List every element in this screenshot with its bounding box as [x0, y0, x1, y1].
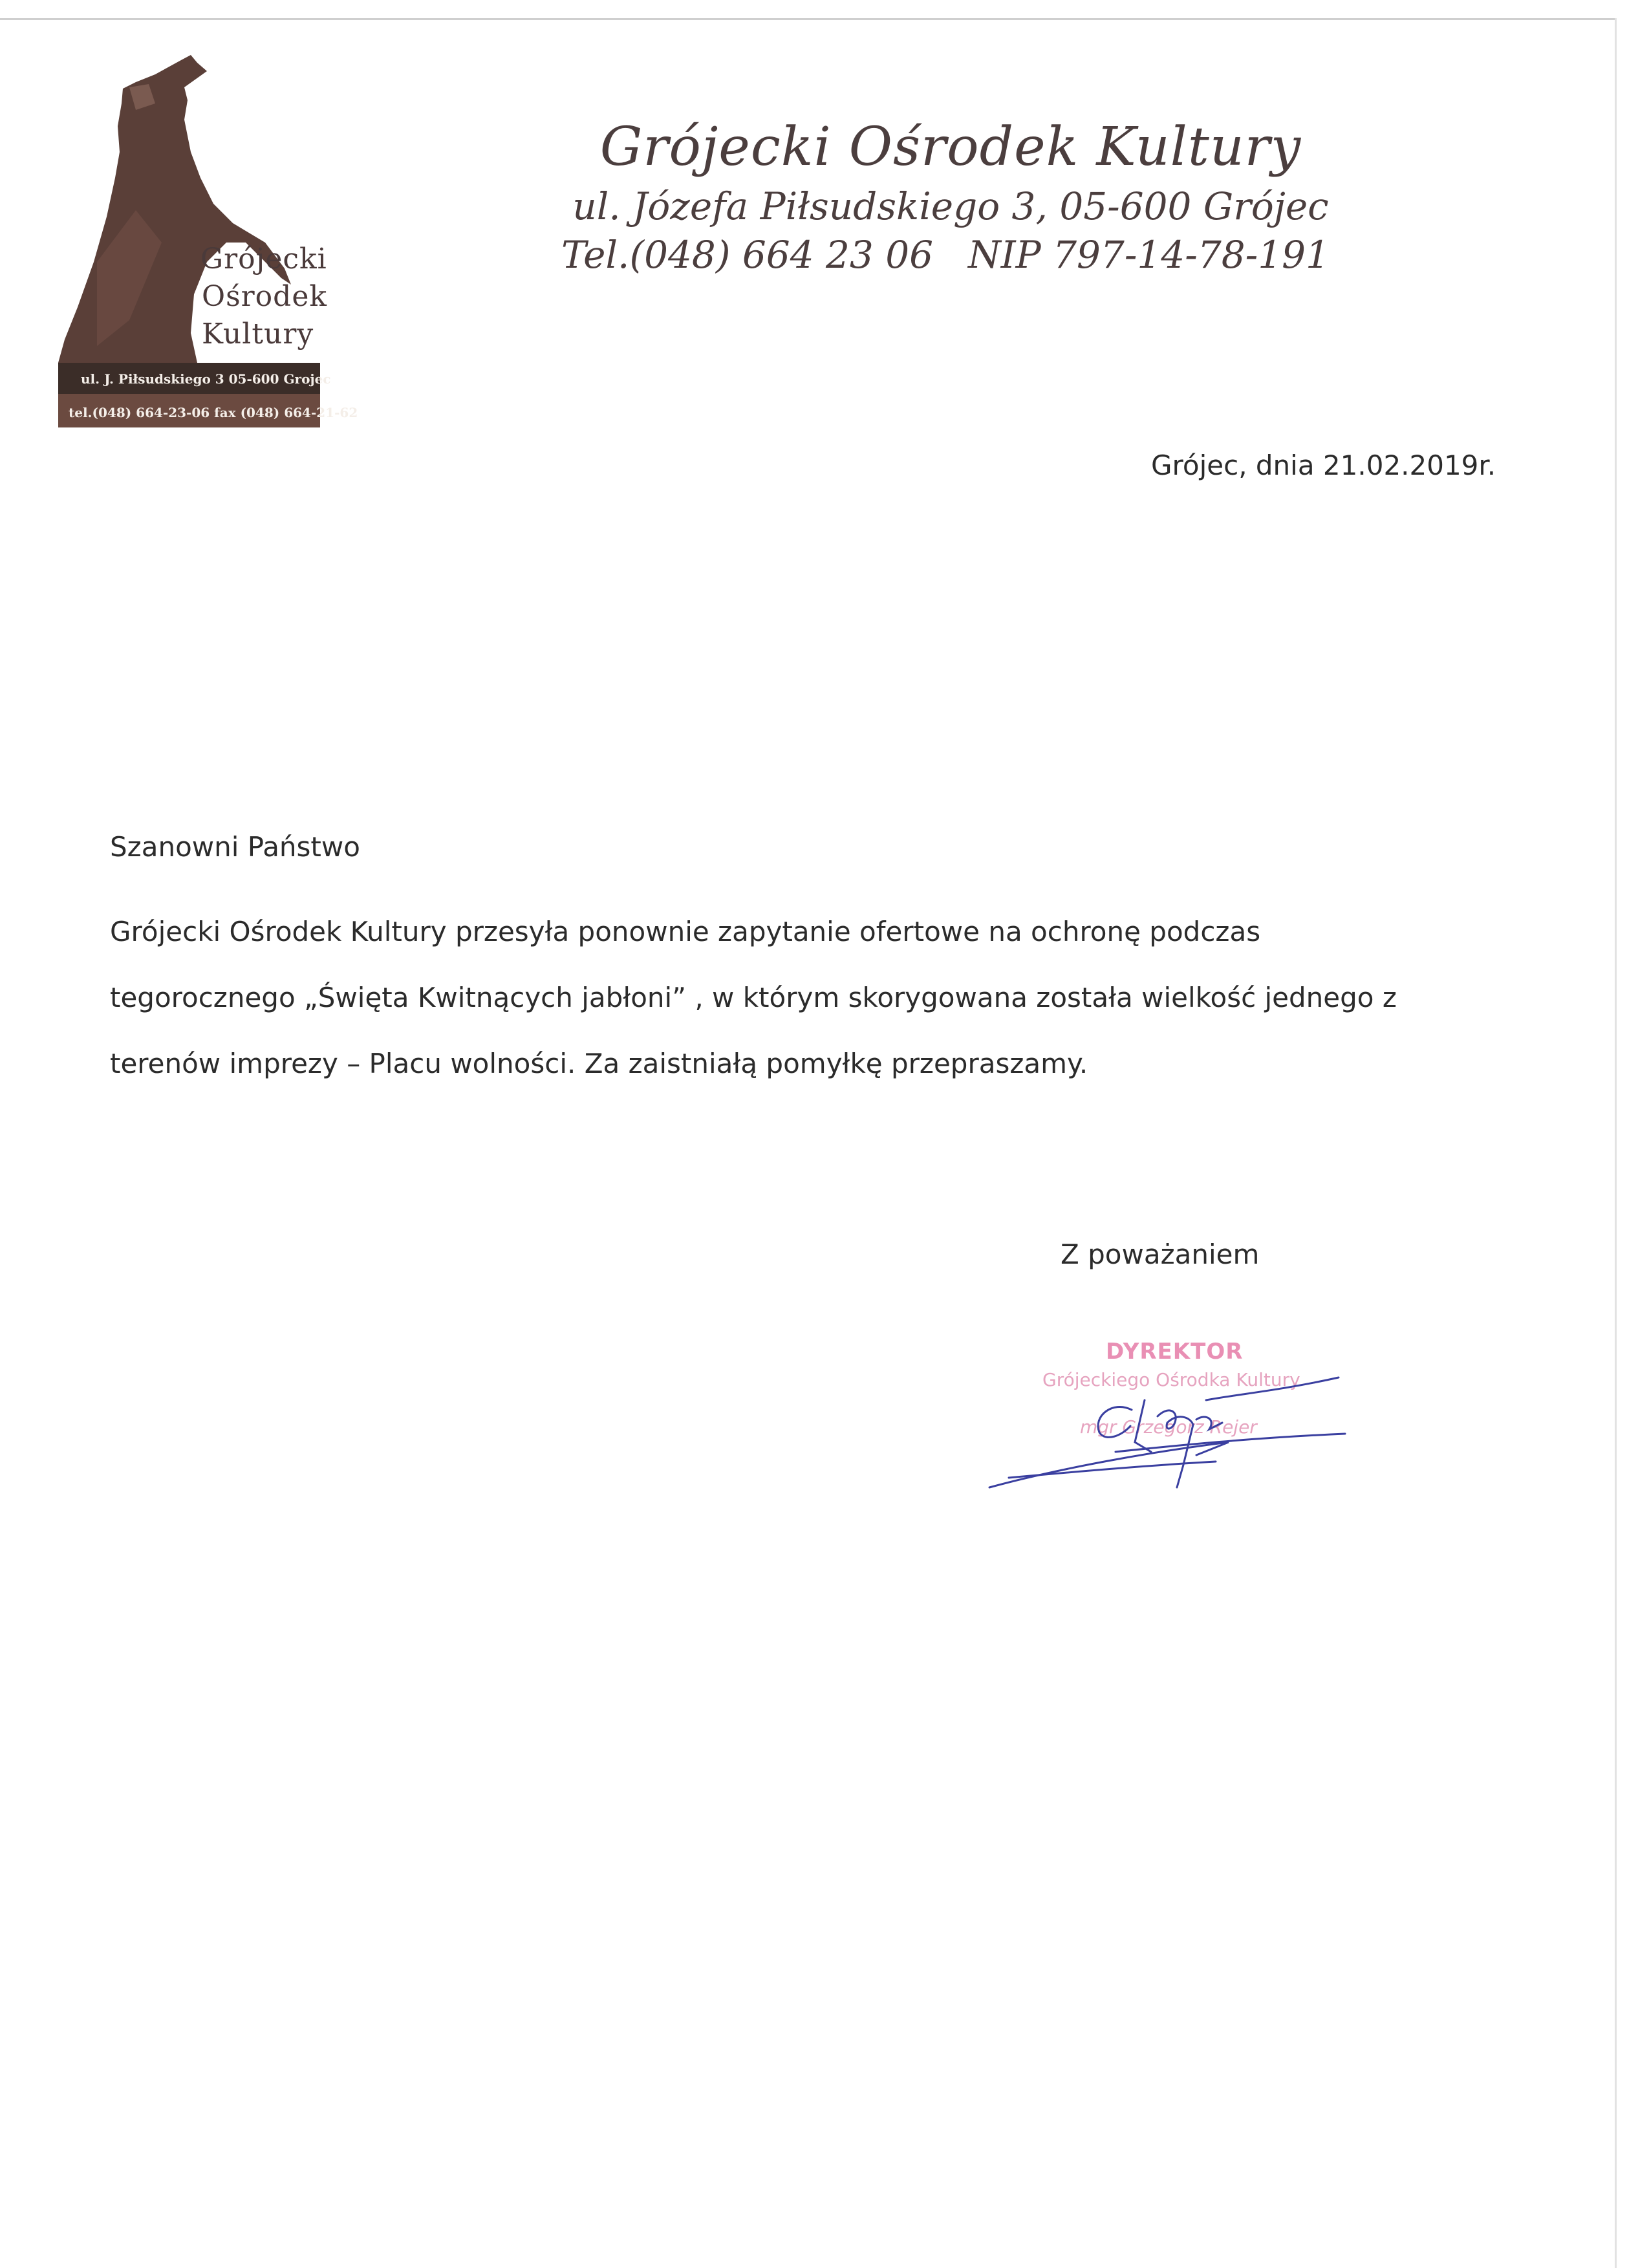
- closing: Z poważaniem: [1061, 1238, 1260, 1270]
- letterhead-nip: NIP 797-14-78-191: [968, 233, 1330, 277]
- body-line: Grójecki Ośrodek Kultury przesyła ponownie zapytanie ofertowe na ochronę podczas: [110, 916, 1261, 947]
- stamp-person: mgr Grzegorz Rejer: [1080, 1416, 1257, 1438]
- page-top-edge: [0, 18, 1617, 20]
- stamp-title: DYREKTOR: [1106, 1339, 1244, 1365]
- logo-address: ul. J. Piłsudskiego 3 05-600 Grojec: [81, 371, 331, 387]
- letter-date: Grójec, dnia 21.02.2019r.: [1151, 449, 1496, 481]
- logo-contact: tel.(048) 664-23-06 fax (048) 664-21-62: [69, 405, 358, 420]
- logo-name-line-3: Kultury: [202, 318, 314, 351]
- logo-name-line-2: Ośrodek: [202, 280, 328, 313]
- handwritten-signature: [983, 1355, 1397, 1497]
- page-right-edge: [1615, 18, 1617, 2268]
- body-line: terenów imprezy – Placu wolności. Za zaistniałą pomyłkę przepraszamy.: [110, 1048, 1088, 1079]
- salutation: Szanowni Państwo: [110, 831, 360, 863]
- logo-name-line-1: Grójecki: [200, 243, 327, 275]
- letterhead-title: Grójecki Ośrodek Kultury: [599, 116, 1302, 178]
- body-line: tegorocznego „Święta Kwitnących jabłoni” , w którym skorygowana została wielkość jednego z: [110, 982, 1397, 1013]
- organization-logo: [58, 49, 358, 430]
- letterhead-phone: Tel.(048) 664 23 06: [561, 233, 934, 277]
- stamp-organization: Grójeckiego Ośrodka Kultury: [1042, 1369, 1300, 1390]
- letter-body: [110, 899, 1397, 1097]
- letterhead-address: ul. Józefa Piłsudskiego 3, 05-600 Grójec: [572, 184, 1329, 228]
